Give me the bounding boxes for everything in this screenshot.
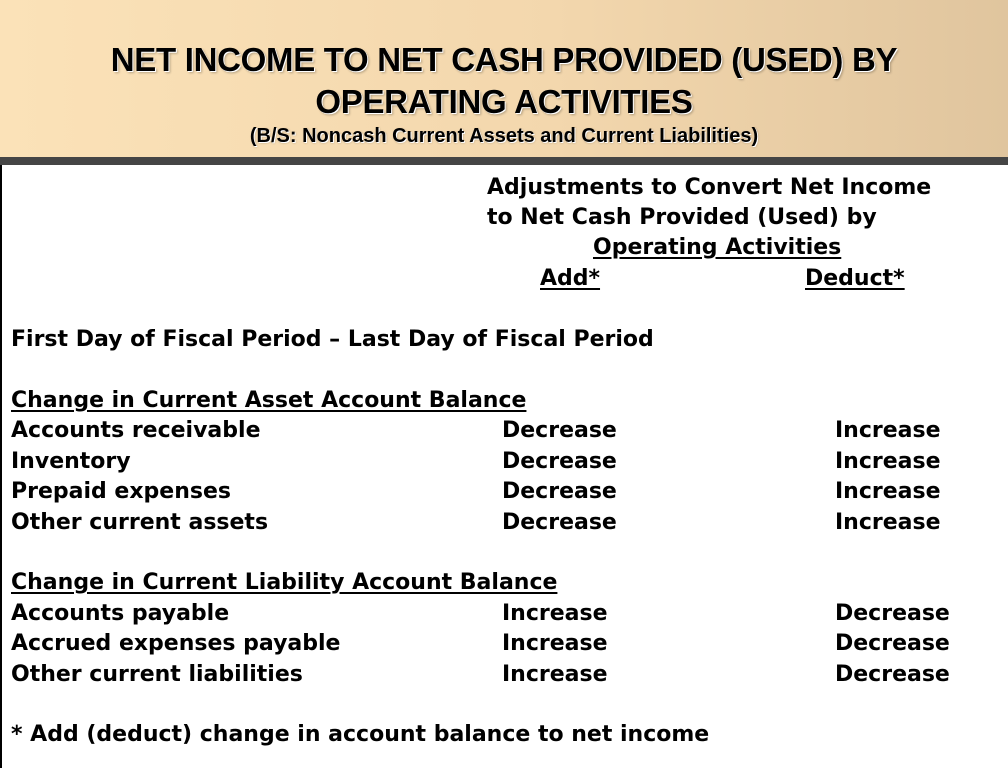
row-add-value: Increase xyxy=(502,662,608,687)
row-add-value: Decrease xyxy=(502,479,617,504)
row-add-value: Increase xyxy=(502,601,608,626)
row-deduct-value: Increase xyxy=(835,449,941,474)
row-deduct-value: Increase xyxy=(835,479,941,504)
row-add-value: Increase xyxy=(502,631,608,656)
row-deduct-value: Decrease xyxy=(835,601,950,626)
row-deduct-value: Increase xyxy=(835,510,941,535)
row-label: Accounts payable xyxy=(11,601,230,626)
header-line2: to Net Cash Provided (Used) by xyxy=(487,205,877,230)
row-label: Other current liabilities xyxy=(11,662,303,687)
banner-divider xyxy=(0,157,1008,165)
row-label: Other current assets xyxy=(11,510,269,535)
row-add-value: Decrease xyxy=(502,510,617,535)
row-label: Accrued expenses payable xyxy=(11,631,341,656)
row-add-value: Decrease xyxy=(502,418,617,443)
period-line: First Day of Fiscal Period – Last Day of Fiscal Period xyxy=(11,327,654,352)
asset-section-heading: Change in Current Asset Account Balance xyxy=(11,388,527,413)
row-deduct-value: Increase xyxy=(835,418,941,443)
footnote: * Add (deduct) change in account balance to net income xyxy=(11,722,710,747)
slide-subtitle: (B/S: Noncash Current Assets and Current Liabilities) xyxy=(249,125,759,147)
slide-title-line2: OPERATING ACTIVITIES xyxy=(315,83,693,120)
liability-section-heading: Change in Current Liability Account Balance xyxy=(11,570,558,595)
header-line1: Adjustments to Convert Net Income xyxy=(487,175,932,200)
left-border xyxy=(0,165,2,768)
row-label: Accounts receivable xyxy=(11,418,261,443)
row-label: Prepaid expenses xyxy=(11,479,231,504)
header-line3: Operating Activities xyxy=(593,235,842,260)
deduct-column-header: Deduct* xyxy=(805,266,905,291)
row-deduct-value: Decrease xyxy=(835,631,950,656)
add-column-header: Add* xyxy=(540,266,601,291)
row-label: Inventory xyxy=(11,449,131,474)
row-add-value: Decrease xyxy=(502,449,617,474)
slide-title-line1: NET INCOME TO NET CASH PROVIDED (USED) BY xyxy=(110,41,898,78)
row-deduct-value: Decrease xyxy=(835,662,950,687)
